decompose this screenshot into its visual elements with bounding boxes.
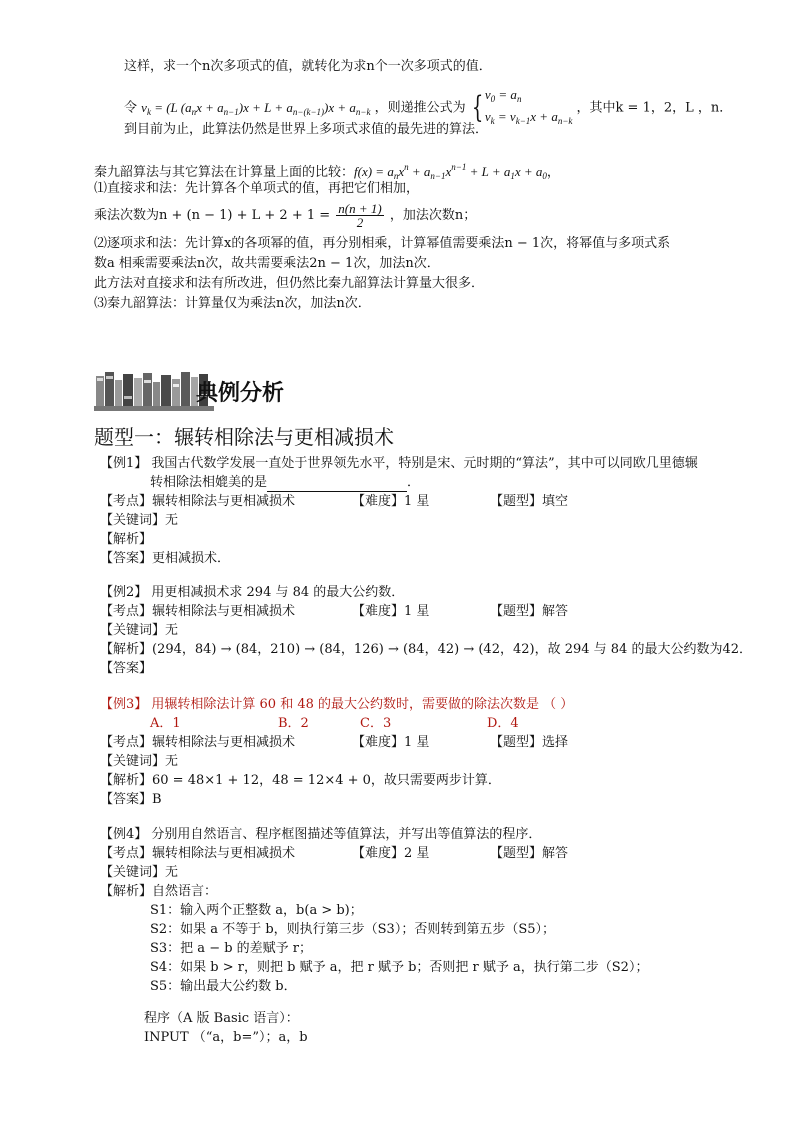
ex1-question-line-1: 【例1】 我国古代数学发展一直处于世界领先水平，特别是宋、元时期的“算法”，其中可以同欧几里德辗 [100, 456, 698, 471]
ex3-question: 【例3】 用辗转相除法计算 60 和 48 的最大公约数时，需要做的除法次数是 （ ） [100, 697, 574, 712]
ex4-type: 【题型】解答 [490, 846, 569, 861]
ex3-answer: 【答案】B [100, 792, 162, 807]
ex3-option-a: A．1 [150, 716, 181, 731]
ex2-kaodian: 【考点】辗转相除法与更相减损术 [100, 604, 296, 619]
intro-line-3: 到目前为止，此算法仍然是世界上多项式求值的最先进的算法． [124, 122, 489, 137]
ex4-question: 【例4】 分别用自然语言、程序框图描述等值算法，并写出等值算法的程序． [100, 827, 542, 842]
formula-vk: $v_k = (L$ $(a_nx + a_{n-1})x + L + a_{n-(k-1)})x + a_{n-k}$ [141, 99, 371, 117]
poly-formula: $f(x) = a_nx^n + a_{n-1}x^{n-1} + L + a_1x + a_0$ [354, 162, 547, 181]
compare-intro: 秦九韶算法与其它算法在计算量上面的比较： [94, 165, 355, 180]
ex2-difficulty: 【难度】1 星 [352, 604, 430, 619]
fraction-n-n1-over-2: $\frac{n(n + 1)}{2}$ [338, 201, 382, 230]
ex4-step-4: S4：如果 b > r，则把 b 赋予 a，把 r 赋予 b；否则把 r 赋予 a，执行第二步（S2）； [150, 960, 649, 975]
intro-line-2 [124, 86, 733, 126]
ex4-analysis: 【解析】自然语言： [100, 884, 218, 899]
compare-line-2: ⑴直接求和法：先计算各个单项式的值，再把它们相加， [94, 181, 420, 196]
ex4-step-2: S2：如果 a 不等于 b，则执行第三步（S3）；否则转到第五步（S5）； [150, 922, 555, 937]
compare-line-3 [94, 200, 476, 232]
ex4-program-title: 程序（A 版 Basic 语言）： [144, 1011, 299, 1026]
compare-line-5: 数a 相乘需要乘法n次，故共需要乘法2n − 1次，加法n次． [94, 256, 440, 271]
ex1-question-line-2 [150, 474, 420, 492]
ex4-step-1: S1：输入两个正整数 a，b(a > b)； [150, 903, 363, 918]
ex1-question-text: 转相除法相媲美的是 [150, 475, 268, 490]
ex4-step-5: S5：输出最大公约数 b． [150, 979, 297, 994]
ex4-keywords: 【关键词】无 [100, 865, 179, 880]
section-heading: 典例分析 [196, 381, 285, 406]
ex3-kaodian: 【考点】辗转相除法与更相减损术 [100, 735, 296, 750]
brace-icon: { [471, 90, 484, 125]
ex4-difficulty: 【难度】2 星 [352, 846, 430, 861]
intro-line-1: 这样，求一个n次多项式的值，就转化为求n个一次多项式的值． [124, 59, 492, 74]
intro-recursion: ，则递推公式为 [374, 100, 466, 116]
ex1-answer: 【答案】更相减损术． [100, 551, 231, 566]
ex1-difficulty: 【难度】1 星 [352, 494, 430, 509]
ex2-keywords: 【关键词】无 [100, 623, 179, 638]
ex2-analysis: 【解析】(294，84) → (84，210) → (84，126) → (84，42) → (42，42)，故 294 与 84 的最大公约数为42． [100, 642, 753, 657]
ex3-option-d: D．4 [487, 716, 519, 731]
answer-blank [267, 478, 407, 492]
ex2-answer: 【答案】 [100, 661, 153, 676]
ex1-keywords: 【关键词】无 [100, 513, 179, 528]
ex4-step-3: S3：把 a − b 的差赋予 r； [150, 941, 313, 956]
type-title: 题型一：辗转相除法与更相减损术 [94, 425, 394, 449]
compare-line-7: ⑶秦九韶算法：计算量仅为乘法n次，加法n次． [94, 296, 371, 311]
ex3-option-c: C．3 [360, 716, 392, 731]
compare-line-4: ⑵逐项求和法：先计算x的各项幂的值，再分别相乘，计算幂值需要乘法n − 1次，将幂值与多项式系 [94, 236, 671, 251]
ex2-type: 【题型】解答 [490, 604, 569, 619]
add-count-text: ，加法次数n； [389, 208, 477, 223]
ex3-option-b: B．2 [278, 716, 309, 731]
ex3-difficulty: 【难度】1 星 [352, 735, 430, 750]
ex1-analysis: 【解析】 [100, 532, 153, 547]
compare-line-1: 秦九韶算法与其它算法在计算量上面的比较：$f(x) = a_nx^n + a_{n-1}x^{n-1} + L + a_1x + a_0$， [94, 162, 560, 181]
ex1-question-end: ． [407, 475, 421, 490]
compare-line-6: 此方法对直接求和法有所改进，但仍然比秦九韶算法计算量大很多． [94, 276, 485, 291]
ex1-type: 【题型】填空 [490, 494, 569, 509]
ex3-keywords: 【关键词】无 [100, 754, 179, 769]
intro-let: 令 [124, 100, 138, 116]
ex3-type: 【题型】选择 [490, 735, 569, 750]
ex4-program-input: INPUT （“a，b=”）；a，b [144, 1030, 308, 1045]
ex1-kaodian: 【考点】辗转相除法与更相减损术 [100, 494, 296, 509]
ex3-analysis: 【解析】60 = 48×1 + 12，48 = 12×4 + 0，故只需要两步计算． [100, 773, 501, 788]
intro-where: ，其中k = 1，2，L ，n． [576, 100, 733, 116]
recursion-system: $v_0 = a_n$ $v_k = v_{k-1}x + a_{n-k}$ [484, 87, 573, 126]
ex2-question: 【例2】 用更相减损术求 294 与 84 的最大公约数． [100, 585, 405, 600]
mult-count-text: 乘法次数为n + (n − 1) + L + 2 + 1 = [94, 208, 331, 223]
ex4-kaodian: 【考点】辗转相除法与更相减损术 [100, 846, 296, 861]
